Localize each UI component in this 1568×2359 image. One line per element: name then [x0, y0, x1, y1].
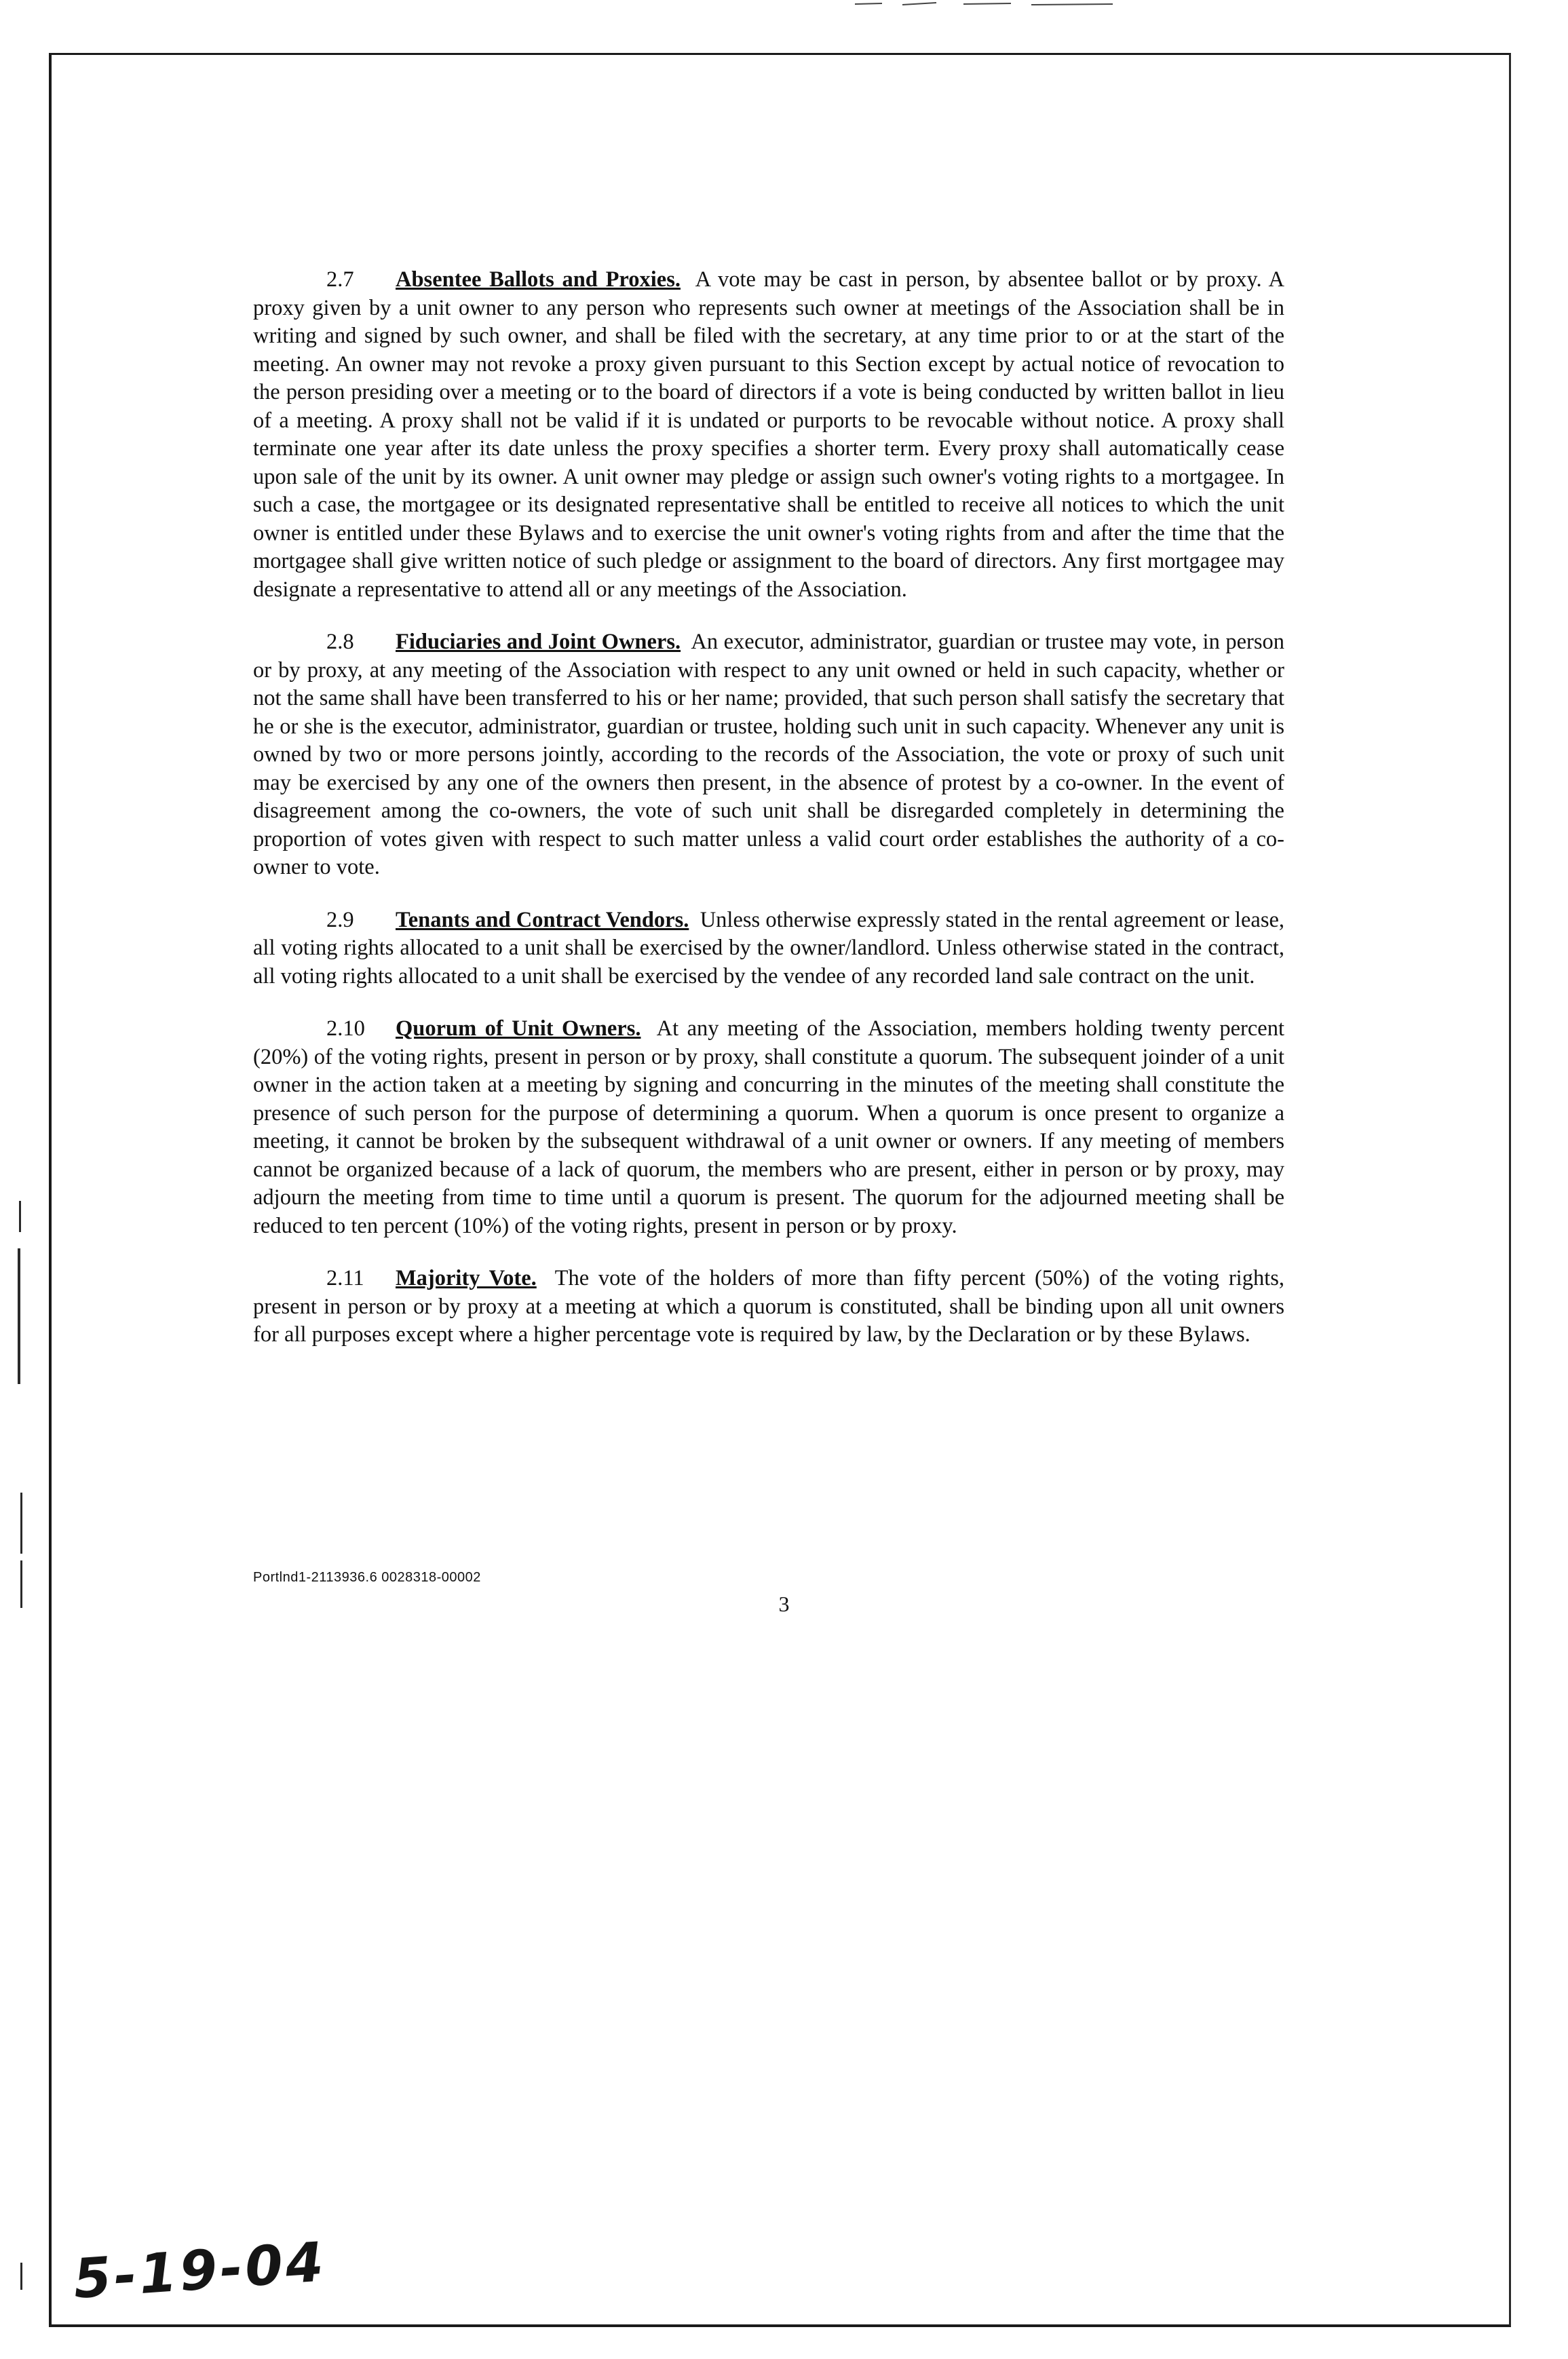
section-text: Unless otherwise expressly stated in the rental agreement or lease, all voting rights allocated to a unit shall be exercised by the owner/landlord. Unless otherwise stated in the contract, all voting rights allocated to a unit shall be exercised by the vendee of any recorded land sale contract on the unit. — [253, 907, 1285, 989]
section-2-7 — [253, 266, 1284, 604]
section-heading: Majority Vote. — [396, 1266, 537, 1290]
section-2-10 — [253, 1015, 1284, 1240]
section-heading: Tenants and Contract Vendors. — [396, 907, 689, 932]
section-text: An executor, administrator, guardian or trustee may vote, in person or by proxy, at any meeting of the Association with respect to any unit owned or held in such capacity, whether or not the same shall have been transferred to his or her name; provided, that such person shall satisfy the secretary that he or she is the executor, administrator, guardian or trustee, holding such unit in such capacity. Whenever any unit is owned by two or more persons jointly, according to the records of the Association, the vote or proxy of such unit may be exercised by any one of the owners then present, in the absence of protest by a co-owner. In the event of disagreement among the co-owners, the vote of such unit shall be disregarded completely in determining the proportion of votes given with respect to such matter unless a valid court order establishes the authority of a co-owner to vote. — [253, 630, 1284, 879]
section-heading: Absentee Ballots and Proxies. — [396, 267, 681, 292]
section-number: 2.8 — [326, 630, 354, 654]
margin-mark — [19, 1201, 21, 1232]
section-2-8 — [253, 628, 1284, 882]
handwritten-date: 5-19-04 — [71, 2230, 328, 2311]
section-text: A vote may be cast in person, by absentee ballot or by proxy. A proxy given by a unit owner to any person who represents such owner at meetings of the Association shall be in writing and signed by such owner, and shall be filed with the secretary, at any time prior to or at the start of the meeting. An owner may not revoke a proxy given pursuant to this Section except by actual notice of revocation to the person presiding over a meeting or to the board of directors if a vote is being conducted by written ballot in lieu of a meeting. A proxy shall not be valid if it is undated or purports to be revocable without notice. A proxy shall terminate one year after its date unless the proxy specifies a shorter term. Every proxy shall automatically cease upon sale of the unit by its owner. A unit owner may pledge or assign such owner's voting rights to a mortgagee. In such a case, the mortgagee or its designated representative shall be entitled to receive all notices to which the unit owner is entitled under these Bylaws and to exercise the unit owner's voting rights from and after the time that the mortgagee shall give written notice of such pledge or assignment to the board of directors. Any first mortgagee may designate a representative to attend all or any meetings of the Association. — [253, 267, 1284, 602]
section-heading: Quorum of Unit Owners. — [396, 1016, 641, 1041]
document-body — [253, 266, 1284, 1374]
section-number: 2.7 — [326, 267, 354, 292]
section-heading: Fiduciaries and Joint Owners. — [396, 630, 681, 654]
margin-mark — [20, 2263, 22, 2290]
section-2-11 — [253, 1265, 1284, 1349]
page-number: 3 — [778, 1592, 790, 1616]
section-number: 2.9 — [326, 907, 354, 932]
section-number: 2.11 — [326, 1266, 364, 1290]
scan-artifact — [855, 0, 1140, 8]
section-text: The vote of the holders of more than fifty percent (50%) of the voting rights, present in person or by proxy at a meeting at which a quorum is constituted, shall be binding upon all unit owners for all purposes except where a higher percentage vote is required by law, by the Declaration or by these Bylaws. — [253, 1266, 1284, 1347]
section-2-9 — [253, 906, 1284, 991]
section-number: 2.10 — [326, 1016, 365, 1041]
margin-mark — [20, 1493, 22, 1554]
section-text: At any meeting of the Association, members holding twenty percent (20%) of the voting rights, present in person or by proxy, shall constitute a quorum. The subsequent joinder of a unit owner in the action taken at a meeting by signing and concurring in the minutes of the meeting shall constitute the presence of such person for the purpose of determining a quorum. When a quorum is once present to organize a meeting, it cannot be broken by the subsequent withdrawal of a unit owner or owners. If any meeting of members cannot be organized because of a lack of quorum, the members who are present, either in person or by proxy, may adjourn the meeting from time to time until a quorum is present. The quorum for the adjourned meeting shall be reduced to ten percent (10%) of the voting rights, present in person or by proxy. — [253, 1016, 1284, 1238]
document-id: Portlnd1-2113936.6 0028318-00002 — [253, 1570, 481, 1585]
margin-mark — [18, 1248, 20, 1384]
